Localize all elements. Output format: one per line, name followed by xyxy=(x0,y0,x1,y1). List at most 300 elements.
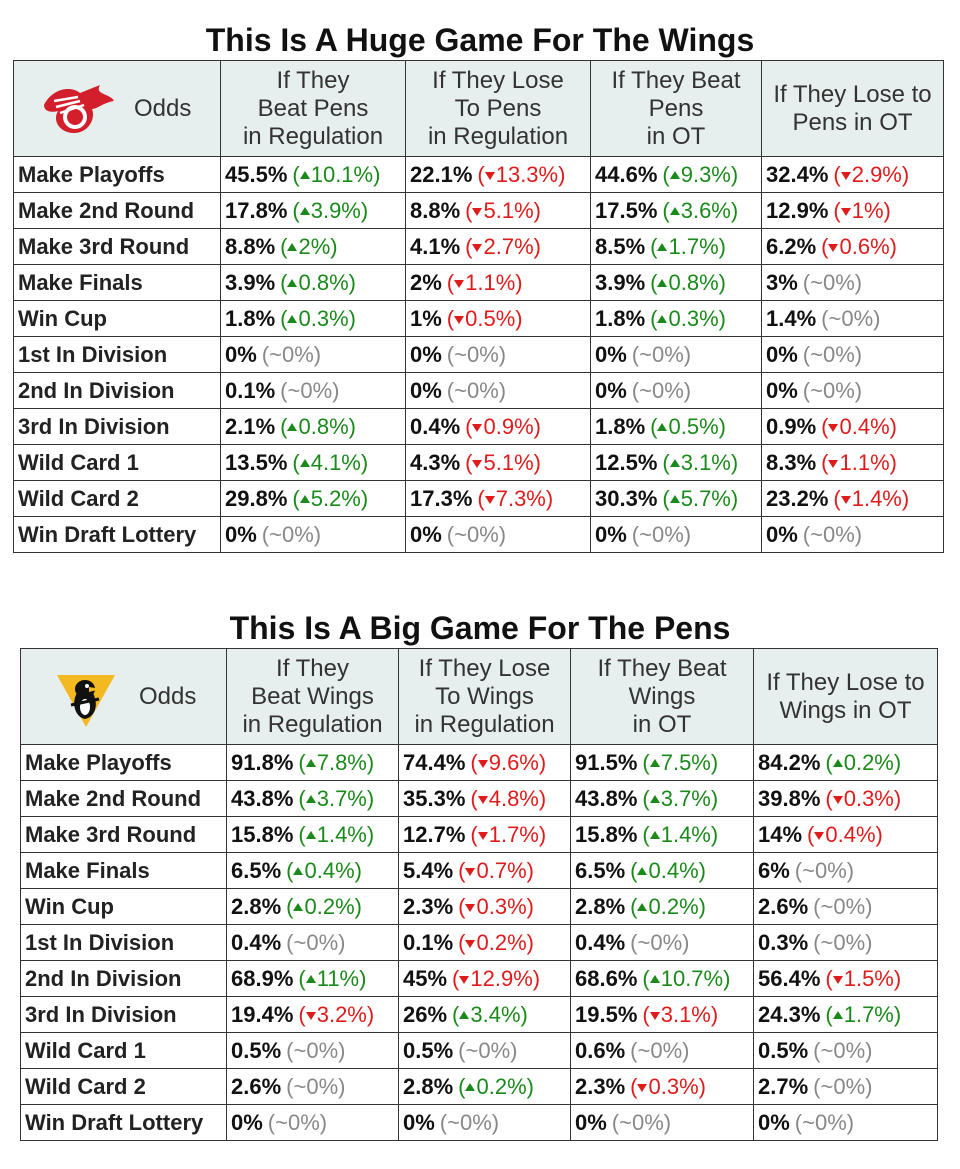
odds-change: (~0%) xyxy=(631,342,692,367)
change-value: 3.6% xyxy=(680,198,731,223)
change-value: 0.3% xyxy=(648,1074,699,1099)
row-label: Make Finals xyxy=(14,265,221,301)
change-value: 0.2% xyxy=(476,1074,527,1099)
triangle-up-icon xyxy=(670,207,680,215)
odds-change: ( 1.4%) xyxy=(642,822,719,847)
odds-value: 0% xyxy=(225,522,257,547)
odds-change: ( 11%) xyxy=(298,966,367,991)
odds-value: 8.8% xyxy=(410,198,461,223)
change-value: 3.9% xyxy=(310,198,361,223)
table-row xyxy=(21,817,938,853)
odds-cell xyxy=(754,817,938,853)
change-value: 10.7% xyxy=(660,966,724,991)
row-label: Wild Card 1 xyxy=(14,445,221,481)
triangle-up-icon xyxy=(670,459,680,467)
change-value: ~0% xyxy=(454,378,499,403)
change-value: 3.1% xyxy=(680,450,731,475)
triangle-up-icon xyxy=(459,1011,469,1019)
odds-value: 2.6% xyxy=(758,894,809,919)
odds-cell xyxy=(591,373,762,409)
odds-value: 0.5% xyxy=(758,1038,809,1063)
change-value: ~0% xyxy=(820,1074,866,1099)
triangle-down-icon xyxy=(828,424,838,432)
odds-change: (~0%) xyxy=(439,1110,500,1135)
odds-change: ( 2%) xyxy=(280,234,338,259)
table-row xyxy=(14,229,944,265)
odds-label: Odds xyxy=(134,94,192,122)
change-value: 1.7% xyxy=(843,1002,894,1027)
triangle-down-icon xyxy=(465,940,475,948)
odds-change: ( 0.8%) xyxy=(280,414,356,439)
odds-cell xyxy=(227,889,399,925)
odds-cell xyxy=(571,1033,754,1069)
change-value: ~0% xyxy=(639,342,684,367)
odds-cell xyxy=(227,853,399,889)
change-value: 7.5% xyxy=(660,750,711,775)
triangle-up-icon xyxy=(650,831,660,839)
change-value: 0.5% xyxy=(668,414,719,439)
odds-value: 84.2% xyxy=(758,750,821,775)
triangle-up-icon xyxy=(287,243,297,251)
odds-change: (~0%) xyxy=(794,1110,855,1135)
odds-change: (~0%) xyxy=(286,1074,346,1099)
odds-change: (~0%) xyxy=(446,378,507,403)
triangle-down-icon xyxy=(841,496,851,504)
odds-cell xyxy=(221,409,406,445)
triangle-down-icon xyxy=(841,172,851,180)
odds-value: 45% xyxy=(403,966,448,991)
odds-value: 91.8% xyxy=(231,750,294,775)
odds-cell xyxy=(399,997,571,1033)
odds-value: 22.1% xyxy=(410,162,473,187)
odds-cell xyxy=(227,817,399,853)
odds-cell xyxy=(399,745,571,781)
change-value: 1.7% xyxy=(488,822,539,847)
triangle-up-icon xyxy=(657,243,667,251)
corner-header xyxy=(21,649,227,745)
odds-value: 44.6% xyxy=(595,162,658,187)
change-value: 0.8% xyxy=(668,270,719,295)
change-value: 0.4% xyxy=(304,858,355,883)
odds-change: (~0%) xyxy=(813,894,873,919)
triangle-down-icon xyxy=(465,904,475,912)
odds-cell xyxy=(399,889,571,925)
odds-change: ( 0.2%) xyxy=(458,930,534,955)
change-value: 0.5% xyxy=(465,306,516,331)
odds-cell xyxy=(406,373,591,409)
change-value: ~0% xyxy=(639,522,684,547)
odds-cell xyxy=(227,925,399,961)
odds-change: ( 0.4%) xyxy=(807,822,883,847)
odds-change: (~0%) xyxy=(794,858,855,883)
change-value: 0.9% xyxy=(483,414,534,439)
odds-value: 2.8% xyxy=(231,894,282,919)
odds-value: 45.5% xyxy=(225,162,288,187)
header-beat-reg: If They Beat Wings in Regulation xyxy=(227,649,399,745)
odds-value: 91.5% xyxy=(575,750,638,775)
odds-value: 0.5% xyxy=(231,1038,282,1063)
odds-value: 0% xyxy=(595,378,627,403)
odds-cell xyxy=(227,1033,399,1069)
odds-value: 0% xyxy=(766,378,798,403)
odds-cell xyxy=(406,337,591,373)
odds-value: 12.5% xyxy=(595,450,658,475)
row-label: Win Cup xyxy=(14,301,221,337)
row-label: Wild Card 2 xyxy=(21,1069,227,1105)
change-value: ~0% xyxy=(802,858,847,883)
triangle-down-icon xyxy=(828,460,838,468)
triangle-down-icon xyxy=(472,460,482,468)
odds-value: 6.5% xyxy=(575,858,626,883)
table-row xyxy=(14,373,944,409)
odds-change: ( 4.1%) xyxy=(292,450,369,475)
odds-cell xyxy=(571,1069,754,1105)
table-row xyxy=(21,745,938,781)
odds-change: ( 0.3%) xyxy=(630,1074,706,1099)
odds-change: (~0%) xyxy=(458,1038,518,1063)
triangle-up-icon xyxy=(637,867,647,875)
odds-change: ( 1.1%) xyxy=(446,270,523,295)
change-value: 1.4% xyxy=(660,822,711,847)
odds-change: ( 0.3%) xyxy=(280,306,356,331)
odds-change: ( 0.4%) xyxy=(286,858,362,883)
odds-change: (~0%) xyxy=(630,1038,690,1063)
odds-change: ( 7.3%) xyxy=(477,486,554,511)
odds-change: ( 7.5%) xyxy=(642,750,719,775)
header-lose-ot: If They Lose to Wings in OT xyxy=(754,649,938,745)
odds-value: 3% xyxy=(766,270,798,295)
change-value: 1.4% xyxy=(316,822,367,847)
triangle-up-icon xyxy=(650,975,660,983)
triangle-down-icon xyxy=(306,1012,316,1020)
odds-cell xyxy=(571,889,754,925)
odds-cell xyxy=(754,1033,938,1069)
change-value: ~0% xyxy=(269,522,314,547)
odds-value: 8.3% xyxy=(766,450,817,475)
wings-odds-table xyxy=(13,60,944,553)
triangle-up-icon xyxy=(306,795,316,803)
odds-cell xyxy=(571,745,754,781)
odds-change: (~0%) xyxy=(286,930,346,955)
odds-value: 5.4% xyxy=(403,858,454,883)
odds-value: 4.1% xyxy=(410,234,461,259)
odds-value: 4.3% xyxy=(410,450,461,475)
change-value: 1.4% xyxy=(851,486,902,511)
odds-value: 0% xyxy=(231,1110,263,1135)
odds-change: ( 13.3%) xyxy=(477,162,566,187)
odds-cell xyxy=(591,229,762,265)
odds-value: 3.9% xyxy=(225,270,276,295)
odds-cell xyxy=(221,337,406,373)
odds-cell xyxy=(221,517,406,553)
odds-value: 2.8% xyxy=(575,894,626,919)
odds-value: 0% xyxy=(410,342,442,367)
odds-cell xyxy=(754,889,938,925)
odds-cell xyxy=(571,925,754,961)
odds-value: 43.8% xyxy=(575,786,638,811)
change-value: ~0% xyxy=(637,1038,683,1063)
odds-change: ( 0.2%) xyxy=(825,750,902,775)
odds-change: (~0%) xyxy=(631,522,692,547)
triangle-up-icon xyxy=(670,495,680,503)
odds-change: ( 1%) xyxy=(833,198,891,223)
odds-value: 0% xyxy=(595,342,627,367)
change-value: 0.3% xyxy=(668,306,719,331)
change-value: 0.2% xyxy=(304,894,355,919)
odds-change: (~0%) xyxy=(813,1074,873,1099)
odds-change: ( 0.5%) xyxy=(650,414,726,439)
odds-value: 0.5% xyxy=(403,1038,454,1063)
table-row xyxy=(21,997,938,1033)
change-value: ~0% xyxy=(828,306,874,331)
change-value: ~0% xyxy=(810,270,855,295)
table-row xyxy=(14,193,944,229)
table-row xyxy=(21,1069,938,1105)
odds-change: ( 5.2%) xyxy=(292,486,369,511)
odds-change: (~0%) xyxy=(813,1038,873,1063)
change-value: 4.8% xyxy=(488,786,539,811)
change-value: 3.7% xyxy=(660,786,711,811)
odds-cell xyxy=(406,481,591,517)
triangle-up-icon xyxy=(306,975,316,983)
odds-cell xyxy=(399,961,571,997)
odds-value: 0% xyxy=(758,1110,790,1135)
odds-change: (~0%) xyxy=(280,378,340,403)
odds-value: 19.5% xyxy=(575,1002,638,1027)
odds-value: 17.8% xyxy=(225,198,288,223)
odds-change: ( 0.3%) xyxy=(458,894,534,919)
odds-value: 2.8% xyxy=(403,1074,454,1099)
triangle-down-icon xyxy=(828,244,838,252)
change-value: ~0% xyxy=(820,1038,866,1063)
odds-change: (~0%) xyxy=(802,378,863,403)
triangle-down-icon xyxy=(814,832,824,840)
triangle-up-icon xyxy=(287,423,297,431)
triangle-down-icon xyxy=(485,496,495,504)
odds-value: 1.8% xyxy=(595,414,646,439)
odds-cell xyxy=(762,301,944,337)
odds-cell xyxy=(571,1105,754,1141)
odds-value: 0.4% xyxy=(575,930,626,955)
triangle-down-icon xyxy=(472,244,482,252)
change-value: 13.3% xyxy=(495,162,559,187)
row-label: Win Draft Lottery xyxy=(21,1105,227,1141)
change-value: 1% xyxy=(851,198,884,223)
odds-cell xyxy=(571,817,754,853)
odds-value: 68.6% xyxy=(575,966,638,991)
odds-change: (~0%) xyxy=(802,342,863,367)
odds-value: 0.1% xyxy=(225,378,276,403)
change-value: 0.8% xyxy=(298,270,349,295)
odds-value: 2.3% xyxy=(575,1074,626,1099)
table-row xyxy=(21,961,938,997)
odds-value: 17.5% xyxy=(595,198,658,223)
odds-cell xyxy=(591,409,762,445)
change-value: 5.1% xyxy=(483,450,534,475)
odds-cell xyxy=(762,373,944,409)
odds-change: (~0%) xyxy=(446,522,507,547)
odds-cell xyxy=(762,193,944,229)
triangle-up-icon xyxy=(287,315,297,323)
change-value: 2.9% xyxy=(851,162,902,187)
odds-change: ( 1.7%) xyxy=(650,234,726,259)
odds-change: ( 1.1%) xyxy=(821,450,897,475)
table-row xyxy=(21,889,938,925)
triangle-down-icon xyxy=(833,796,843,804)
odds-cell xyxy=(754,745,938,781)
odds-value: 0% xyxy=(225,342,257,367)
odds-cell xyxy=(591,193,762,229)
odds-change: (~0%) xyxy=(286,1038,346,1063)
odds-cell xyxy=(406,229,591,265)
row-label: 1st In Division xyxy=(21,925,227,961)
odds-value: 19.4% xyxy=(231,1002,294,1027)
table-row xyxy=(21,1033,938,1069)
odds-change: ( 0.8%) xyxy=(650,270,726,295)
odds-value: 14% xyxy=(758,822,803,847)
odds-change: (~0%) xyxy=(813,930,873,955)
triangle-down-icon xyxy=(478,796,488,804)
change-value: 3.2% xyxy=(316,1002,367,1027)
row-label: Make 3rd Round xyxy=(14,229,221,265)
change-value: 12.9% xyxy=(470,966,533,991)
triangle-up-icon xyxy=(833,759,843,767)
odds-cell xyxy=(762,157,944,193)
change-value: ~0% xyxy=(454,522,499,547)
odds-change: ( 1.7%) xyxy=(470,822,547,847)
change-value: ~0% xyxy=(269,342,314,367)
odds-value: 6% xyxy=(758,858,790,883)
header-beat-ot: If They Beat Pens in OT xyxy=(591,61,762,157)
change-value: ~0% xyxy=(465,1038,511,1063)
odds-value: 56.4% xyxy=(758,966,821,991)
odds-cell xyxy=(406,157,591,193)
odds-value: 1.8% xyxy=(225,306,276,331)
change-value: 0.3% xyxy=(298,306,349,331)
row-label: 2nd In Division xyxy=(21,961,227,997)
odds-cell xyxy=(399,817,571,853)
odds-change: ( 1.5%) xyxy=(825,966,902,991)
odds-cell xyxy=(227,997,399,1033)
triangle-up-icon xyxy=(300,459,310,467)
odds-cell xyxy=(406,409,591,445)
odds-value: 26% xyxy=(403,1002,448,1027)
odds-cell xyxy=(227,1069,399,1105)
odds-cell xyxy=(406,193,591,229)
change-value: 9.3% xyxy=(680,162,731,187)
odds-cell xyxy=(571,853,754,889)
triangle-down-icon xyxy=(472,208,482,216)
odds-cell xyxy=(221,229,406,265)
row-label: Wild Card 1 xyxy=(21,1033,227,1069)
triangle-up-icon xyxy=(833,1011,843,1019)
triangle-down-icon xyxy=(485,172,495,180)
odds-value: 12.7% xyxy=(403,822,466,847)
odds-change: ( 0.8%) xyxy=(280,270,356,295)
odds-cell xyxy=(399,781,571,817)
odds-value: 8.8% xyxy=(225,234,276,259)
triangle-up-icon xyxy=(287,279,297,287)
triangle-up-icon xyxy=(657,423,667,431)
odds-change: (~0%) xyxy=(261,342,322,367)
odds-value: 6.5% xyxy=(231,858,282,883)
triangle-down-icon xyxy=(472,424,482,432)
odds-value: 13.5% xyxy=(225,450,288,475)
odds-change: ( 0.9%) xyxy=(465,414,541,439)
odds-change: ( 0.3%) xyxy=(825,786,902,811)
odds-change: ( 3.1%) xyxy=(662,450,739,475)
change-value: ~0% xyxy=(293,930,339,955)
odds-change: ( 12.9%) xyxy=(452,966,541,991)
header-lose-ot: If They Lose to Pens in OT xyxy=(762,61,944,157)
row-label: 2nd In Division xyxy=(14,373,221,409)
odds-value: 0.6% xyxy=(575,1038,626,1063)
triangle-up-icon xyxy=(300,207,310,215)
odds-change: ( 3.4%) xyxy=(452,1002,528,1027)
change-value: 0.3% xyxy=(843,786,894,811)
table-row xyxy=(21,853,938,889)
odds-value: 12.9% xyxy=(766,198,829,223)
odds-change: ( 3.1%) xyxy=(642,1002,719,1027)
odds-value: 24.3% xyxy=(758,1002,821,1027)
odds-change: ( 1.7%) xyxy=(825,1002,902,1027)
change-value: 0.4% xyxy=(825,822,876,847)
odds-cell xyxy=(754,853,938,889)
odds-value: 2.7% xyxy=(758,1074,809,1099)
odds-cell xyxy=(227,961,399,997)
odds-cell xyxy=(399,1105,571,1141)
odds-cell xyxy=(754,961,938,997)
odds-change: ( 0.6%) xyxy=(821,234,897,259)
odds-cell xyxy=(762,517,944,553)
change-value: 1.1% xyxy=(465,270,516,295)
odds-change: ( 2.9%) xyxy=(833,162,910,187)
change-value: ~0% xyxy=(810,342,855,367)
change-value: 5.7% xyxy=(680,486,731,511)
table-row xyxy=(14,157,944,193)
triangle-up-icon xyxy=(300,171,310,179)
change-value: 1.1% xyxy=(839,450,890,475)
odds-change: ( 0.2%) xyxy=(458,1074,534,1099)
table-row xyxy=(14,337,944,373)
odds-value: 0% xyxy=(575,1110,607,1135)
odds-change: ( 5.1%) xyxy=(465,450,541,475)
odds-cell xyxy=(399,853,571,889)
change-value: ~0% xyxy=(639,378,684,403)
table-row xyxy=(21,1105,938,1141)
odds-cell xyxy=(399,925,571,961)
header-beat-reg: If They Beat Pens in Regulation xyxy=(221,61,406,157)
odds-value: 74.4% xyxy=(403,750,466,775)
triangle-up-icon xyxy=(670,171,680,179)
odds-value: 29.8% xyxy=(225,486,288,511)
change-value: 0.4% xyxy=(839,414,890,439)
odds-cell xyxy=(754,1105,938,1141)
odds-value: 2.1% xyxy=(225,414,276,439)
odds-cell xyxy=(591,301,762,337)
row-label: Make Playoffs xyxy=(14,157,221,193)
triangle-down-icon xyxy=(454,316,464,324)
row-label: Wild Card 2 xyxy=(14,481,221,517)
odds-cell xyxy=(571,781,754,817)
change-value: ~0% xyxy=(454,342,499,367)
odds-value: 32.4% xyxy=(766,162,829,187)
triangle-up-icon xyxy=(657,279,667,287)
row-label: Make 3rd Round xyxy=(21,817,227,853)
odds-cell xyxy=(227,781,399,817)
table-row xyxy=(21,925,938,961)
odds-cell xyxy=(591,445,762,481)
